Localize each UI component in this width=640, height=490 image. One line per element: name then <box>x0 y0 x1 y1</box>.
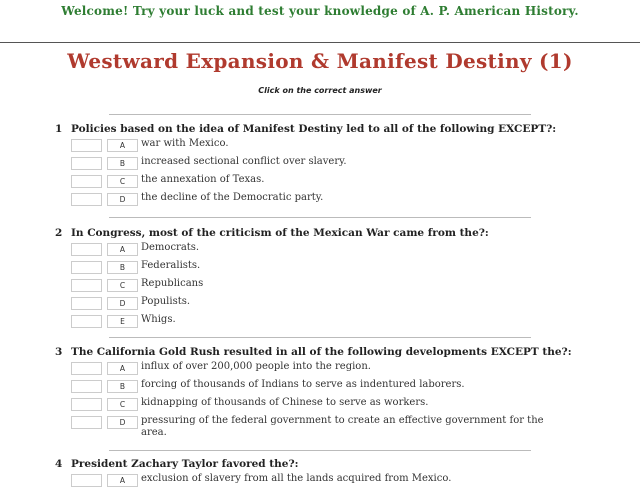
answer-choice-button-c[interactable]: C <box>107 279 138 292</box>
answer-choice-button-b[interactable]: B <box>107 157 138 170</box>
question-divider <box>109 450 531 451</box>
answer-option <box>0 315 640 331</box>
question-number: 1 <box>55 123 63 135</box>
question-heading <box>55 123 556 135</box>
answer-choice-button-a[interactable]: A <box>107 243 138 256</box>
answer-option-text: exclusion of slavery from all the lands acquired from Mexico. <box>141 473 452 484</box>
answer-option-text: Federalists. <box>141 260 201 271</box>
answer-feedback-box <box>71 243 102 256</box>
answer-option-text: forcing of thousands of Indians to serve as indentured laborers. <box>141 379 465 390</box>
answer-choice-button-e[interactable]: E <box>107 315 138 328</box>
answer-option-text: Whigs. <box>141 314 176 325</box>
answer-option-text: Democrats. <box>141 242 200 253</box>
answer-feedback-box <box>71 279 102 292</box>
answer-option <box>0 380 640 396</box>
welcome-banner: Welcome! Try your luck and test your knowledge of A. P. American History. <box>61 4 579 18</box>
answer-option-text: war with Mexico. <box>141 138 229 149</box>
answer-choice-button-d[interactable]: D <box>107 193 138 206</box>
answer-option <box>0 243 640 259</box>
answer-option-text: the annexation of Texas. <box>141 174 265 185</box>
answer-choice-button-b[interactable]: B <box>107 380 138 393</box>
answer-option-text: increased sectional conflict over slavery. <box>141 156 347 167</box>
answer-option-text: kidnapping of thousands of Chinese to serve as workers. <box>141 397 429 408</box>
answer-feedback-box <box>71 474 102 487</box>
answer-option <box>0 261 640 277</box>
instructions: Click on the correct answer <box>258 86 382 95</box>
question-divider <box>109 217 531 218</box>
answer-option <box>0 157 640 173</box>
question-text: In Congress, most of the criticism of the Mexican War came from the?: <box>71 227 489 239</box>
answer-option <box>0 193 640 209</box>
header-divider <box>0 42 640 43</box>
answer-option <box>0 474 640 490</box>
answer-feedback-box <box>71 193 102 206</box>
answer-feedback-box <box>71 261 102 274</box>
answer-option <box>0 398 640 414</box>
question-text: Policies based on the idea of Manifest Destiny led to all of the following EXCEPT?: <box>71 123 557 135</box>
answer-choice-button-a[interactable]: A <box>107 362 138 375</box>
answer-option-text: influx of over 200,000 people into the region. <box>141 361 371 372</box>
answer-feedback-box <box>71 175 102 188</box>
answer-option-text: Populists. <box>141 296 191 307</box>
answer-choice-button-c[interactable]: C <box>107 398 138 411</box>
question-text: President Zachary Taylor favored the?: <box>71 458 299 470</box>
answer-feedback-box <box>71 157 102 170</box>
answer-feedback-box <box>71 297 102 310</box>
answer-option <box>0 139 640 155</box>
answer-option-text: Republicans <box>141 278 204 289</box>
question-number: 3 <box>55 346 63 358</box>
question-divider <box>109 337 531 338</box>
answer-choice-button-b[interactable]: B <box>107 261 138 274</box>
question-number: 4 <box>55 458 63 470</box>
question-number: 2 <box>55 227 63 239</box>
question-heading <box>55 458 298 470</box>
question-heading <box>55 346 572 358</box>
answer-choice-button-a[interactable]: A <box>107 139 138 152</box>
answer-option-text: the decline of the Democratic party. <box>141 192 324 203</box>
question-divider <box>109 114 531 115</box>
answer-feedback-box <box>71 362 102 375</box>
answer-choice-button-d[interactable]: D <box>107 297 138 310</box>
answer-option <box>0 175 640 191</box>
question-heading <box>55 227 489 239</box>
answer-feedback-box <box>71 380 102 393</box>
answer-feedback-box <box>71 315 102 328</box>
answer-feedback-box <box>71 416 102 429</box>
question-text: The California Gold Rush resulted in all of the following developments EXCEPT the?: <box>71 346 572 358</box>
answer-option <box>0 415 640 438</box>
answer-option <box>0 279 640 295</box>
answer-choice-button-d[interactable]: D <box>107 416 138 429</box>
answer-choice-button-a[interactable]: A <box>107 474 138 487</box>
answer-choice-button-c[interactable]: C <box>107 175 138 188</box>
answer-option <box>0 362 640 378</box>
answer-feedback-box <box>71 398 102 411</box>
answer-option-text: pressuring of the federal government to create an effective government for the area. <box>141 415 544 438</box>
answer-option <box>0 297 640 313</box>
page-title: Westward Expansion & Manifest Destiny (1) <box>67 49 573 73</box>
answer-feedback-box <box>71 139 102 152</box>
